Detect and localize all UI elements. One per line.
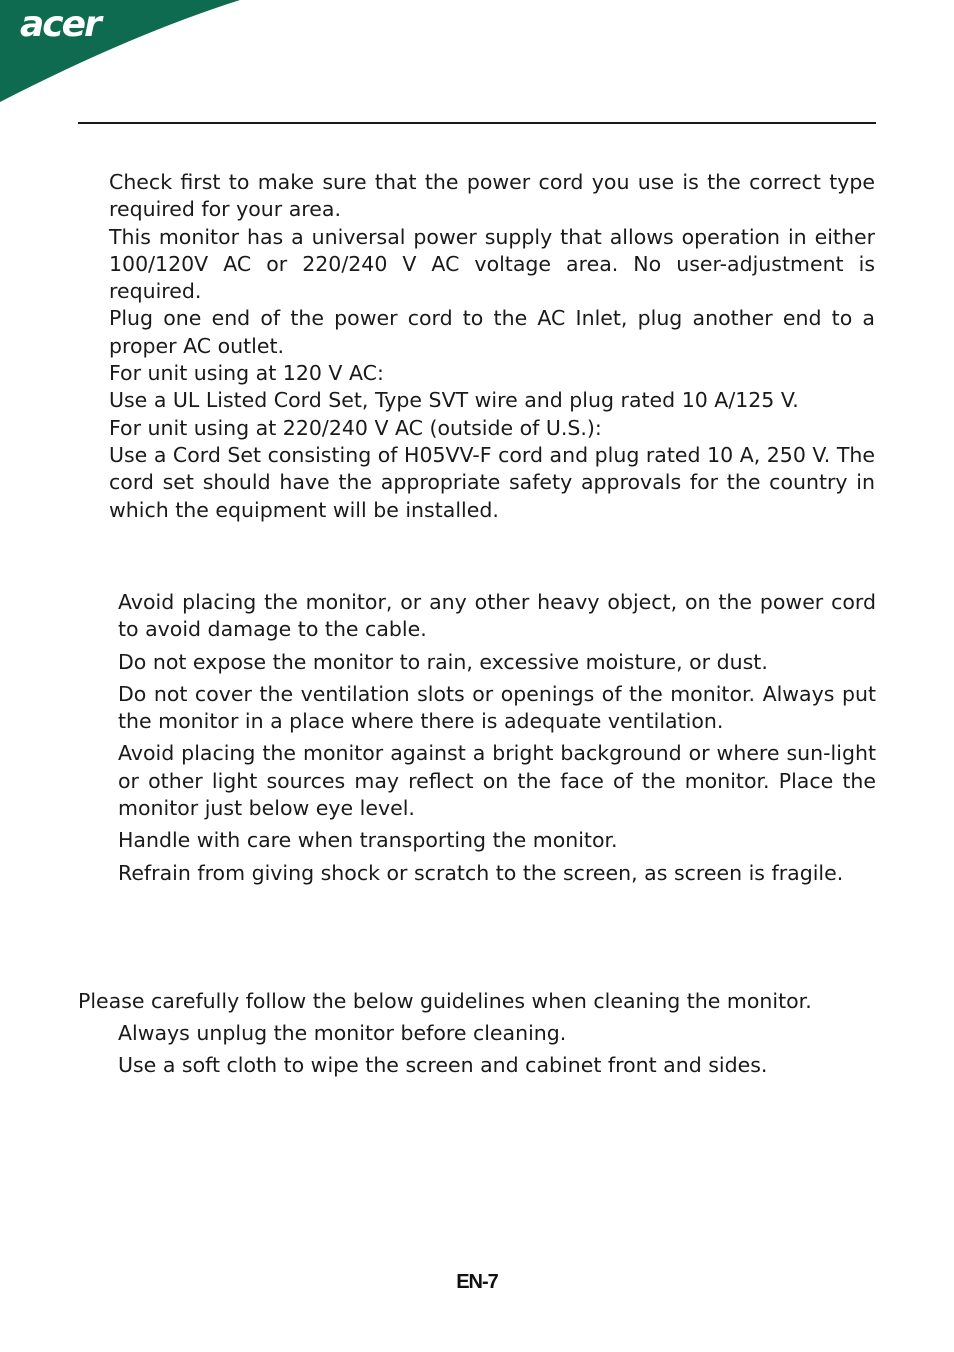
cleaning-intro-text: Please carefully follow the below guidelines when cleaning the monitor. [78, 989, 812, 1013]
header-divider [78, 122, 876, 124]
power-section [109, 169, 875, 524]
cleaning-item: Always unplug the monitor before cleaning. [118, 1021, 567, 1045]
precaution-item: Avoid placing the monitor, or any other heavy object, on the power cord to avoid damage to the cable. [118, 590, 876, 642]
precaution-item: Handle with care when transporting the monitor. [118, 828, 618, 853]
power-paragraph: Use a UL Listed Cord Set, Type SVT wire and plug rated 10 A/125 V. [109, 388, 799, 413]
cleaning-section [118, 1020, 876, 1085]
precaution-item: Refrain from giving shock or scratch to the screen, as screen is fragile. [118, 860, 844, 885]
brand-header [0, 0, 250, 110]
precaution-item: Do not cover the ventilation slots or openings of the monitor. Always put the monitor in a place where there is adequate ventilation. [118, 681, 876, 734]
power-paragraph: For unit using at 120 V AC: [109, 361, 384, 386]
power-paragraph: Plug one end of the power cord to the AC Inlet, plug another end to a proper AC outlet. [109, 306, 875, 358]
power-paragraph: For unit using at 220/240 V AC (outside of U.S.): [109, 415, 602, 440]
precaution-item: Avoid placing the monitor against a bright background or where sun-light or other light sources may reflect on the face of the monitor. Place the monitor just below eye level. [118, 741, 876, 821]
page-number: EN-7 [456, 1271, 498, 1293]
precaution-item: Do not expose the monitor to rain, excessive moisture, or dust. [118, 649, 768, 674]
cleaning-item: Use a soft cloth to wipe the screen and cabinet front and sides. [118, 1053, 768, 1078]
power-paragraph: Use a Cord Set consisting of H05VV-F cord and plug rated 10 A, 250 V. The cord set should have the appropriate safety approvals for the country in which the equipment will be installed. [109, 442, 875, 522]
power-paragraph: This monitor has a universal power supply that allows operation in either 100/120V AC or 220/240 V AC voltage area. No user-adjustment is required. [109, 224, 875, 304]
power-paragraph: Check first to make sure that the power cord you use is the correct type required for your area. [109, 170, 875, 222]
precautions-section [118, 589, 876, 892]
cleaning-intro [78, 988, 878, 1015]
acer-logo: acer [20, 4, 100, 45]
